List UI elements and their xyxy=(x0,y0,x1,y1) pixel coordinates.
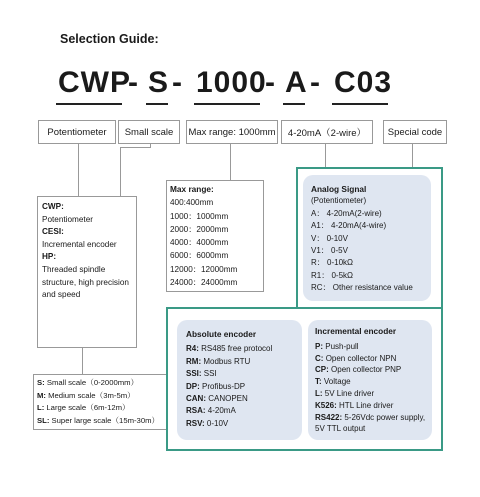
incremental-desc: Open collector PNP xyxy=(331,365,402,375)
incremental-key: T: xyxy=(315,377,322,387)
code-part-range: 1000 xyxy=(196,66,267,99)
range-desc: 1000mm xyxy=(196,211,229,221)
analog-title: Analog Signal xyxy=(311,184,367,194)
code-underline xyxy=(146,103,168,105)
type-desc: Threaded spindle structure, high precision and speed xyxy=(42,264,129,300)
code-underline xyxy=(56,103,122,105)
range-key: 2000： xyxy=(170,224,197,234)
analog-key: A： xyxy=(311,208,325,218)
analog-key: A1： xyxy=(311,221,329,231)
incremental-key: RS422: xyxy=(315,412,343,422)
scale-desc: Super large scale（15m-30m） xyxy=(51,415,160,425)
code-part-special: C03 xyxy=(334,66,393,99)
range-key: 4000： xyxy=(170,238,197,248)
absolute-desc: CANOPEN xyxy=(208,394,248,404)
connector-line xyxy=(412,143,413,168)
incremental-key: L: xyxy=(315,388,323,398)
incremental-encoder-panel xyxy=(308,320,432,440)
absolute-desc: RS485 free protocol xyxy=(201,344,273,354)
incremental-key: K526: xyxy=(315,400,337,410)
range-key: 6000： xyxy=(170,251,197,261)
incremental-title: Incremental encoder xyxy=(315,326,397,336)
absolute-key: RSA: xyxy=(186,406,206,416)
analog-key: V： xyxy=(311,233,325,243)
connector-line xyxy=(120,147,151,148)
code-part-scale: S xyxy=(148,66,170,99)
incremental-key: CP: xyxy=(315,365,329,375)
incremental-desc: Open collector NPN xyxy=(325,353,397,363)
absolute-desc: Modbus RTU xyxy=(203,356,251,366)
connector-line xyxy=(82,347,83,375)
absolute-key: SSI: xyxy=(186,369,202,379)
analog-key: R1： xyxy=(311,270,330,280)
code-part-series: CWP xyxy=(58,66,131,99)
code-underline xyxy=(283,103,305,105)
absolute-desc: 4-20mA xyxy=(207,406,236,416)
absolute-desc: 0-10V xyxy=(206,418,229,428)
scale-key: SL: xyxy=(37,415,50,425)
range-desc: 12000mm xyxy=(200,264,238,274)
type-desc: Incremental encoder xyxy=(42,239,117,249)
range-desc: 2000mm xyxy=(196,224,229,234)
code-part-signal: A xyxy=(285,66,308,99)
range-desc: 6000mm xyxy=(196,251,229,261)
incremental-desc: 5-26Vdc power supply, 5V TTL output xyxy=(315,412,426,434)
label-max-range: Max range: 1000mm xyxy=(186,120,278,144)
scale-box xyxy=(33,374,167,430)
code-underline xyxy=(194,103,260,105)
analog-desc: 4-20mA(2-wire) xyxy=(326,208,382,218)
type-key: CWP: xyxy=(42,202,64,211)
range-key: 1000： xyxy=(170,211,197,221)
range-desc: 4000mm xyxy=(196,238,229,248)
absolute-key: DP: xyxy=(186,381,200,391)
analog-desc: 0-5kΩ xyxy=(331,270,354,280)
analog-subtitle: (Potentiometer) xyxy=(311,196,367,206)
type-key: HP: xyxy=(42,252,57,262)
range-box xyxy=(166,180,264,292)
code-separator: - xyxy=(265,66,276,99)
absolute-key: CAN: xyxy=(186,394,206,404)
range-key: 12000： xyxy=(170,264,201,274)
connector-line xyxy=(120,147,121,197)
scale-desc: Small scale（0-2000mm） xyxy=(46,378,139,387)
code-underline xyxy=(332,103,388,105)
label-potentiometer: Potentiometer xyxy=(38,120,116,144)
absolute-desc: Profibus-DP xyxy=(202,381,246,391)
absolute-key: RM: xyxy=(186,356,202,366)
scale-key: M: xyxy=(37,390,46,400)
incremental-desc: Voltage xyxy=(323,377,351,387)
absolute-desc: SSI xyxy=(203,369,217,379)
label-special-code: Special code xyxy=(383,120,447,144)
analog-key: R： xyxy=(311,258,325,268)
type-desc: Potentiometer xyxy=(42,214,93,224)
analog-desc: 4-20mA(4-wire) xyxy=(331,221,387,231)
incremental-desc: 5V Line driver xyxy=(324,388,375,398)
code-separator: - xyxy=(310,66,321,99)
range-title: Max range: xyxy=(170,184,214,194)
type-key: CESI: xyxy=(42,227,64,237)
label-small-scale: Small scale xyxy=(118,120,180,144)
analog-desc: 0-5V xyxy=(331,246,348,256)
analog-desc: Other resistance value xyxy=(332,283,413,293)
incremental-desc: Push-pull xyxy=(325,341,359,351)
scale-key: S: xyxy=(37,378,45,387)
analog-key: RC： xyxy=(311,283,331,293)
connector-line xyxy=(78,143,79,197)
label-signal: 4-20mA（2-wire） xyxy=(281,120,373,144)
code-separator: - xyxy=(128,66,139,99)
connector-line xyxy=(325,143,326,168)
incremental-key: C: xyxy=(315,353,324,363)
analog-desc: 0-10V xyxy=(326,233,348,243)
analog-signal-panel xyxy=(303,175,431,301)
absolute-title: Absolute encoder xyxy=(186,329,257,339)
scale-key: L: xyxy=(37,403,45,412)
range-key: 400: xyxy=(170,198,186,208)
incremental-desc: HTL Line driver xyxy=(339,400,394,410)
connector-line xyxy=(230,143,231,181)
scale-desc: Large scale（6m-12m） xyxy=(46,403,130,412)
absolute-key: RSV: xyxy=(186,418,205,428)
code-separator: - xyxy=(172,66,183,99)
type-box xyxy=(37,196,137,348)
range-desc: 400mm xyxy=(185,198,214,208)
absolute-key: R4: xyxy=(186,344,199,354)
range-desc: 24000mm xyxy=(200,278,238,288)
scale-desc: Medium scale（3m-5m） xyxy=(48,390,135,400)
selection-guide-title: Selection Guide: xyxy=(60,32,159,46)
analog-desc: 0-10kΩ xyxy=(327,258,354,268)
absolute-encoder-panel xyxy=(177,320,302,440)
range-key: 24000： xyxy=(170,278,201,288)
incremental-key: P: xyxy=(315,341,323,351)
analog-key: V1： xyxy=(311,246,329,256)
